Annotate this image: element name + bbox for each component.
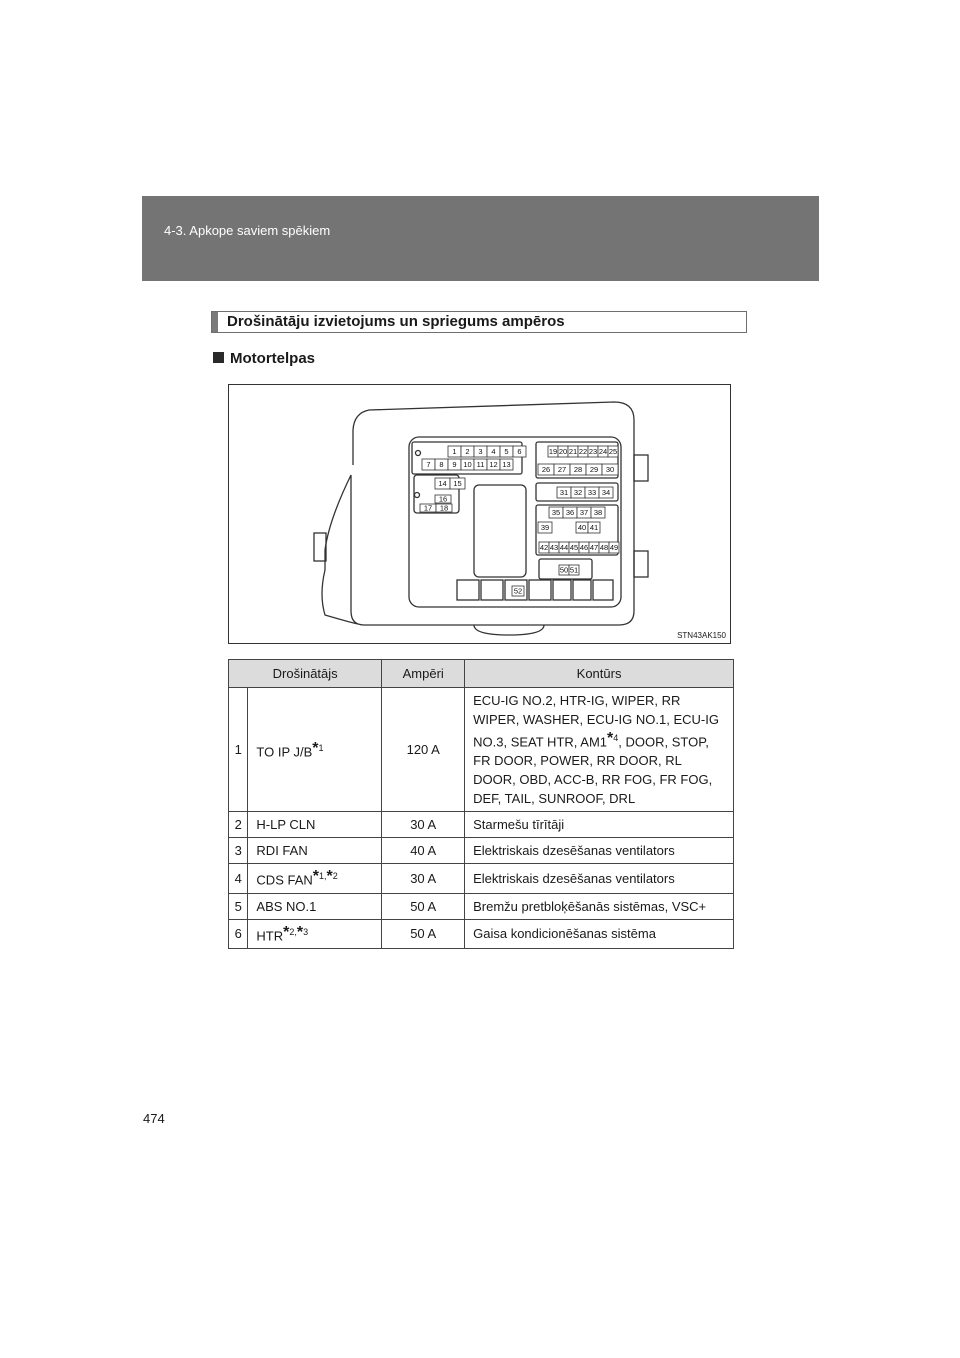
fuse-slot-label: 14 [438,479,447,489]
fuse-slot-label: 22 [578,447,588,457]
fuse-name: ABS NO.1 [248,893,382,919]
footnote-mark [312,868,338,886]
star-icon: * [296,923,304,941]
fuse-slot-label: 2 [465,447,470,457]
star-icon: * [326,868,333,886]
fuse-slot-label: 24 [598,447,608,457]
fuse-slot-label: 40 [577,523,587,533]
table-header-row [229,660,734,688]
fuse-slot-label: 18 [439,503,449,513]
fuse-number: 5 [229,893,248,919]
fuse-circuit: Bremžu pretbloķēšanās sistēmas, VSC+ [465,893,734,919]
fuse-number: 3 [229,838,248,864]
table-row [229,919,734,948]
fuse-slot-label: 38 [593,508,603,518]
fuse-slot-label: 23 [588,447,598,457]
fuse-name: RDI FAN [248,838,382,864]
fuse-circuit: Elektriskais dzesēšanas ventilators [465,838,734,864]
star-icon: * [607,730,614,747]
section-title-marker [212,312,218,332]
header-circuit: Kontūrs [465,660,734,688]
fuse-slot-label: 17 [423,503,433,513]
fuse-amperes: 120 A [382,688,465,812]
fuse-slot-label: 29 [589,465,599,475]
fuse-slot-label: 25 [608,447,618,457]
footnote-number: 2, [289,926,297,937]
fuse-number: 2 [229,812,248,838]
fuse-slot-label: 48 [599,543,609,553]
section-title: Drošinātāju izvietojums un spriegums ampēros [227,313,565,330]
fuse-name: H-LP CLN [248,812,382,838]
fuse-slot-label: 1 [452,447,457,457]
fuse-slot-label: 33 [587,488,597,498]
fuse-slot-label: 27 [557,465,567,475]
fuse-slot-label: 6 [517,447,522,457]
square-bullet-icon [213,352,224,363]
circuit-text-a: ECU-IG NO.2, HTR-IG, WIPER, RR WIPER, WASHER, ECU-IG NO.1, ECU-IG NO.3, SEAT HTR, AM1 [473,693,719,750]
fuse-number: 4 [229,864,248,893]
fuse-slot-label: 49 [609,543,619,553]
table-row [229,893,734,919]
fuse-amperes: 50 A [382,919,465,948]
subheading [213,350,315,367]
fuse-amperes: 30 A [382,864,465,893]
chapter-header [142,196,819,281]
star-icon: * [283,923,290,941]
fuse-slot-label: 46 [579,543,589,553]
fuse-slot-label: 35 [551,508,561,518]
fuse-amperes: 40 A [382,838,465,864]
page-number: 474 [143,1111,165,1126]
fuse-name [248,864,382,893]
fuse-slot-label: 52 [513,586,523,596]
fuse-slot-label: 7 [426,460,431,470]
fuse-name-text: TO IP J/B [256,743,313,759]
fuse-slot-label: 11 [476,460,485,470]
footnote-mark [283,923,309,941]
fuse-slot-label: 20 [558,447,568,457]
fuse-slot-label: 37 [579,508,589,518]
table-row [229,812,734,838]
table-row [229,864,734,893]
fuse-circuit [465,688,734,812]
footnote-mark [607,730,619,747]
fuse-slot-label: 16 [438,494,448,504]
fuse-slot-label: 36 [565,508,575,518]
fuse-amperes: 30 A [382,812,465,838]
fuse-slot-label: 39 [540,523,550,533]
fuse-slot-label: 51 [569,565,579,575]
fuse-name-text: CDS FAN [256,872,313,888]
fuse-slot-label: 34 [601,488,611,498]
fuse-slot-label: 21 [568,447,578,457]
fuse-slot-label: 50 [559,565,569,575]
star-icon: * [312,739,319,757]
fuse-number: 6 [229,919,248,948]
fuse-circuit: Starmešu tīrītāji [465,812,734,838]
footnote-number: 1, [319,871,327,882]
footnote-number: 3 [303,926,309,937]
fuse-circuit: Gaisa kondicionēšanas sistēma [465,919,734,948]
table-row [229,688,734,812]
subheading-text: Motortelpas [230,350,316,367]
circuit-text-b: , DOOR, STOP, FR DOOR, POWER, RR DOOR, RL DOOR, OBD, ACC-B, RR FOG, FR FOG, DEF, TAIL, SUNROOF, DRL [473,734,713,807]
fuse-slot-label: 47 [589,543,599,553]
fuse-name [248,688,382,812]
header-fuse: Drošinātājs [229,660,382,688]
fuse-slot-label: 5 [504,447,509,457]
fuse-slot-label: 3 [478,447,483,457]
fuse-slot-label: 30 [605,465,615,475]
fuse-slot-label: 26 [541,465,551,475]
fuse-slot-label: 31 [559,488,569,498]
fuse-slot-label: 9 [452,460,457,470]
fuse-number: 1 [229,688,248,812]
fuse-amperes: 50 A [382,893,465,919]
fuse-slot-label: 45 [569,543,579,553]
fuse-box-diagram [228,384,731,644]
fuse-slot-label: 19 [548,447,558,457]
figure-code: STN43AK150 [677,631,726,640]
fuse-slot-label: 10 [463,460,472,470]
fuse-slot-label: 32 [573,488,583,498]
fuse-slot-label: 4 [491,447,496,457]
fuse-slot-label: 43 [549,543,559,553]
fuse-slot-label: 13 [502,460,511,470]
footnote-number: 2 [332,871,338,882]
table-row [229,838,734,864]
fuse-name-text: HTR [256,927,284,943]
chapter-title: 4-3. Apkope saviem spēkiem [164,223,331,238]
section-title-box [211,311,747,333]
footnote-mark [312,739,324,757]
fuse-slot-label: 28 [573,465,583,475]
fuse-slot-label: 8 [439,460,444,470]
fuse-slot-label: 12 [489,460,498,470]
header-amperes: Ampēri [382,660,465,688]
fuse-box-illustration [229,385,732,645]
fuse-slot-label: 42 [539,543,549,553]
footnote-number: 4 [613,733,619,743]
fuse-slot-label: 41 [589,523,599,533]
footnote-number: 1 [318,742,324,753]
fuse-slot-label: 15 [453,479,462,489]
star-icon: * [312,868,319,886]
fuse-table [228,659,734,949]
fuse-circuit: Elektriskais dzesēšanas ventilators [465,864,734,893]
fuse-name [248,919,382,948]
fuse-slot-label: 44 [559,543,569,553]
